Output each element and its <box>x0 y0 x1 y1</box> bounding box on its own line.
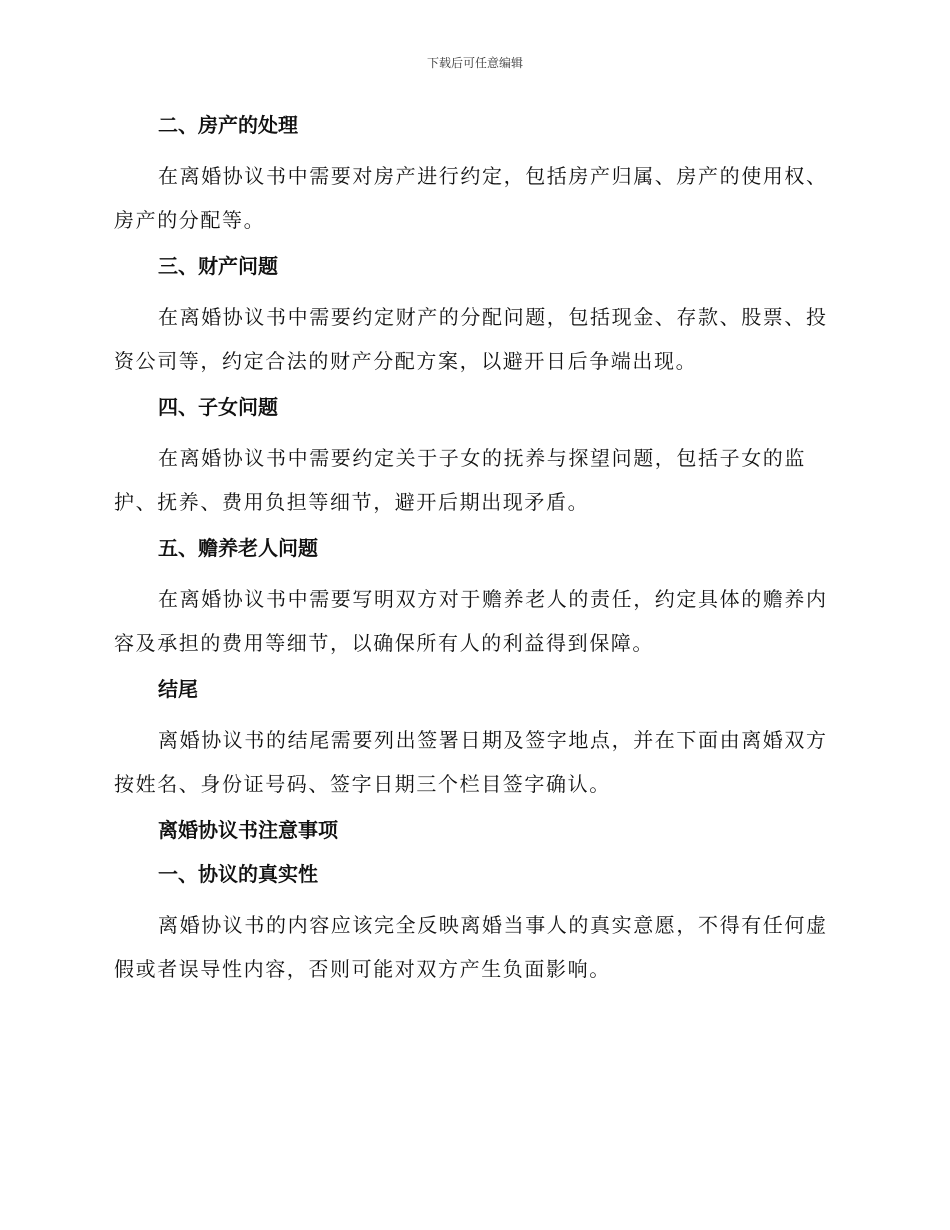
section-elderly-support <box>114 533 834 674</box>
section-heading: 一、协议的真实性 <box>158 862 318 886</box>
section-heading: 五、赡养老人问题 <box>158 536 318 560</box>
section-property <box>114 251 834 392</box>
section-paragraph: 在离婚协议书中需要写明双方对于赡养老人的责任，约定具体的赡养内容及承担的费用等细节，以确保所有人的利益得到保障。 <box>114 587 828 655</box>
document-body <box>114 110 834 991</box>
section-ending <box>114 674 834 815</box>
page-header: 下载后可任意编辑 <box>426 56 523 70</box>
section-paragraph: 在离婚协议书中需要对房产进行约定，包括房产归属、房产的使用权、房产的分配等。 <box>114 164 828 232</box>
section-paragraph: 离婚协议书的内容应该完全反映离婚当事人的真实意愿，不得有任何虚假或者误导性内容，否则可能对双方产生负面影响。 <box>114 913 828 981</box>
section-notes-title <box>114 815 834 859</box>
section-authenticity <box>114 859 834 991</box>
section-housing <box>114 110 834 251</box>
section-paragraph: 在离婚协议书中需要约定财产的分配问题，包括现金、存款、股票、投资公司等，约定合法的财产分配方案，以避开日后争端出现。 <box>114 305 828 373</box>
section-heading: 结尾 <box>158 677 198 701</box>
section-children <box>114 392 834 533</box>
section-paragraph: 在离婚协议书中需要约定关于子女的抚养与探望问题，包括子女的监护、抚养、费用负担等细节，避开后期出现矛盾。 <box>114 446 806 514</box>
section-heading: 离婚协议书注意事项 <box>158 818 338 842</box>
section-heading: 三、财产问题 <box>158 254 278 278</box>
section-heading: 四、子女问题 <box>158 395 278 419</box>
section-paragraph: 离婚协议书的结尾需要列出签署日期及签字地点，并在下面由离婚双方按姓名、身份证号码、签字日期三个栏目签字确认。 <box>114 728 828 796</box>
section-heading: 二、房产的处理 <box>158 113 298 137</box>
